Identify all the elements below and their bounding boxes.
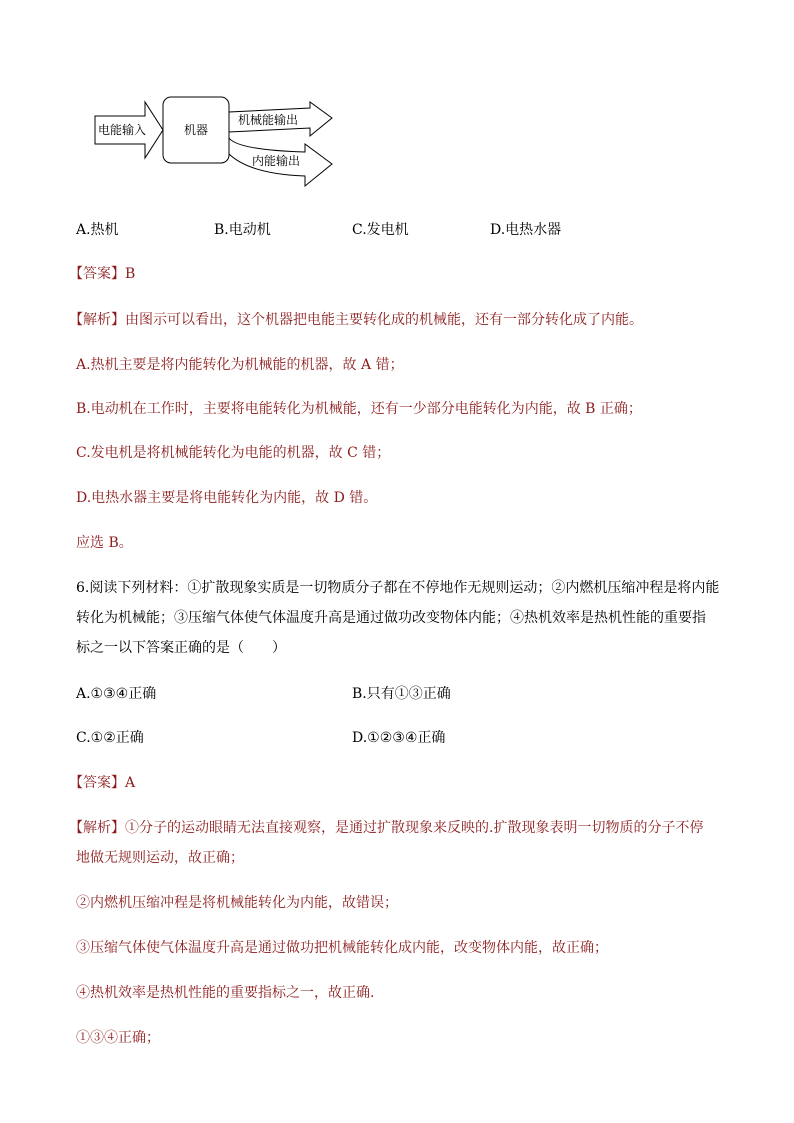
q6-option-a: A.①③④正确 (76, 686, 157, 702)
q6-analysis-text-1: ①分子的运动眼睛无法直接观察，是通过扩散现象来反映的.扩散现象表明一切物质的分子不停 (125, 820, 704, 836)
q6-answer-value: A (125, 775, 136, 791)
q5-option-d: D.电热水器 (490, 222, 562, 238)
q5-conclusion: 应选 B。 (76, 535, 133, 551)
q6-option-b: B.只有①③正确 (352, 686, 451, 702)
q5-answer-value: B (125, 266, 136, 282)
q6-option-d: D.①②③④正确 (352, 730, 446, 746)
q5-analysis-line-2: A.热机主要是将内能转化为机械能的机器，故 A 错； (76, 357, 404, 373)
q5-analysis-line-3: B.电动机在工作时，主要将电能转化为机械能，还有一少部分电能转化为内能，故 B 正确； (76, 401, 642, 417)
q6-analysis-line-6: ①③④正确； (76, 1030, 160, 1046)
q6-answer-tag: 【答案】 (69, 775, 125, 791)
q6-analysis-tag: 【解析】 (69, 820, 125, 836)
q6-stem-line-3: 标之一以下答案正确的是（ ） (76, 640, 286, 656)
q5-analysis-line-1 (69, 310, 643, 330)
q5-option-a: A.热机 (76, 222, 119, 238)
q6-analysis-line-5: ④热机效率是热机性能的重要指标之一，故正确. (76, 985, 375, 1001)
q6-analysis-line-3: ②内燃机压缩冲程是将机械能转化为内能，故错误； (76, 895, 398, 911)
output2-label: 内能输出 (252, 154, 301, 168)
q5-analysis-line-4: C.发电机是将机械能转化为电能的机器，故 C 错； (76, 445, 391, 461)
q6-stem-line-2: 转化为机械能；③压缩气体使气体温度升高是通过做功改变物体内能；④热机效率是热机性能的重要指 (76, 610, 706, 626)
q5-analysis-line-5: D.电热水器主要是将电能转化为内能，故 D 错。 (76, 490, 378, 506)
q5-analysis-text-1: 由图示可以看出，这个机器把电能主要转化成的机械能，还有一部分转化成了内能。 (125, 312, 643, 328)
q5-answer-tag: 【答案】 (69, 266, 125, 282)
q6-analysis-line-1 (69, 818, 704, 838)
q5-answer (69, 264, 136, 284)
output1-label: 机械能输出 (238, 113, 299, 127)
machine-label: 机器 (184, 123, 209, 137)
q5-option-c: C.发电机 (352, 222, 409, 238)
q6-option-c: C.①②正确 (76, 730, 144, 746)
q6-analysis-line-4: ③压缩气体使气体温度升高是通过做功把机械能转化成内能，改变物体内能，故正确； (76, 940, 608, 956)
q5-analysis-tag: 【解析】 (69, 312, 125, 328)
q6-analysis-line-2: 地做无规则运动，故正确； (76, 850, 244, 866)
diagram-svg (90, 94, 340, 190)
q6-stem-line-1: 6.阅读下列材料：①扩散现象实质是一切物质分子都在不停地作无规则运动；②内燃机压缩冲程是将内能 (76, 580, 720, 596)
input-label: 电能输入 (98, 123, 147, 137)
q5-option-b: B.电动机 (214, 222, 271, 238)
q6-answer (69, 773, 136, 793)
energy-conversion-diagram (90, 94, 340, 190)
